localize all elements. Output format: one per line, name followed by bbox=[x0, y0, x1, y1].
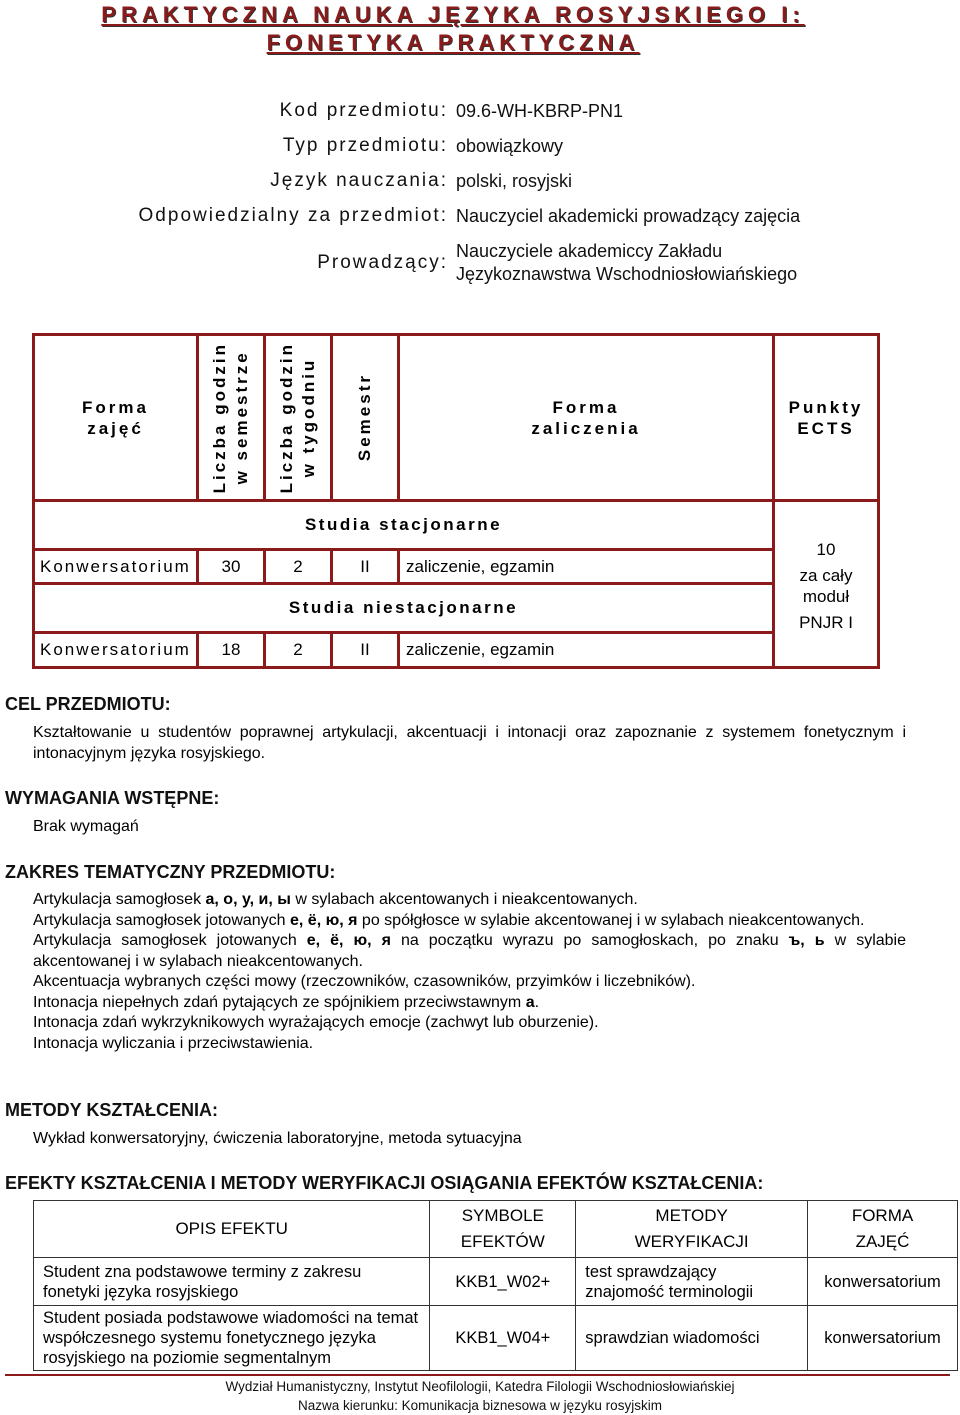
table-row bbox=[34, 1306, 958, 1371]
header-forma-zaliczenia-1: Forma bbox=[552, 397, 620, 417]
row-niestac-form: Konwersatorium bbox=[40, 640, 191, 659]
studia-stacjonarne-label: Studia stacjonarne bbox=[304, 515, 503, 534]
zakres-item-2: Artykulacja samogłosek jotowanych е, ё, ю, я po spółgłosce w sylabie akcentowanej i w sylabach nieakcentowanych. bbox=[33, 911, 865, 929]
zakres-item-3: Artykulacja samogłosek jotowanych е, ё, ю, я na początku wyrazu po samogłoskach, po znaku ъ, ь w sylabie akcentowanej i w sylabach nieakcentowanych. bbox=[33, 932, 907, 970]
effects-table bbox=[33, 1200, 958, 1371]
header-semester-text: Semestr bbox=[355, 373, 374, 462]
row-niestac-hours-sem: 18 bbox=[221, 640, 241, 659]
header-hours-week bbox=[266, 336, 330, 499]
lecturers-value-1: Nauczyciele akademiccy Zakładu bbox=[456, 241, 723, 261]
lecturers-label: Prowadzący: bbox=[317, 252, 448, 273]
header-forma-zajec-1: Forma bbox=[82, 397, 149, 417]
metody-heading: METODY KSZTAŁCENIA: bbox=[5, 1100, 219, 1120]
zakres-item-4: Akcentuacja wybranych części mowy (rzeczowników, czasowników, przyimków i liczebników). bbox=[33, 973, 696, 990]
metody-text: Wykład konwersatoryjny, ćwiczenia laboratoryjne, metoda sytuacyjna bbox=[33, 1130, 522, 1147]
effects-header-row bbox=[34, 1201, 958, 1258]
zakres-list bbox=[33, 890, 906, 1054]
effects-header-opis: OPIS EFEKTU bbox=[34, 1201, 430, 1258]
effect-form: konwersatorium bbox=[808, 1258, 958, 1306]
type-value: obowiązkowy bbox=[456, 136, 564, 156]
zakres-heading: ZAKRES TEMATYCZNY PRZEDMIOTU: bbox=[5, 862, 336, 882]
cel-text: Kształtowanie u studentów poprawnej artykulacji, akcentuacji i intonacji oraz zapoznanie z systemem fonetycznym i intonacyjnym języka rosyjskiego. bbox=[33, 724, 906, 762]
responsible-value: Nauczyciel akademicki prowadzący zajęcia bbox=[456, 206, 801, 226]
ct-border-h1 bbox=[32, 548, 775, 551]
header-hours-week-text bbox=[276, 342, 320, 493]
effect-description: Student posiada podstawowe wiadomości na temat współczesnego systemu fonetycznego języka rosyjskiego na poziomie segmentalnym bbox=[34, 1306, 430, 1371]
row-stac-hours-week: 2 bbox=[293, 557, 303, 576]
language-value: polski, rosyjski bbox=[456, 171, 573, 191]
studia-niestacjonarne-label: Studia niestacjonarne bbox=[288, 598, 519, 617]
effect-symbol: KKB1_W02+ bbox=[430, 1258, 576, 1306]
ects-line-4: PNJR I bbox=[799, 612, 853, 632]
effect-form: konwersatorium bbox=[808, 1306, 958, 1371]
table-row bbox=[34, 1258, 958, 1306]
effects-header-metody: METODY WERYFIKACJI bbox=[576, 1201, 808, 1258]
ct-border-h2 bbox=[32, 582, 775, 585]
ct-row1-v4 bbox=[397, 548, 400, 585]
header-ects-1: Punkty bbox=[788, 397, 864, 417]
header-forma-zajec bbox=[35, 336, 196, 499]
effect-method: sprawdzian wiadomości bbox=[576, 1306, 808, 1371]
header-hours-semester-text bbox=[209, 342, 253, 493]
footer-line-1: Wydział Humanistyczny, Instytut Neofilologii, Katedra Filologii Wschodniosłowiańskiej bbox=[225, 1379, 735, 1394]
header-ects-2: ECTS bbox=[797, 418, 855, 438]
ects-line-2: za cały bbox=[799, 565, 853, 585]
effects-header-symbole: SYMBOLE EFEKTÓW bbox=[430, 1201, 576, 1258]
efekty-heading: EFEKTY KSZTAŁCENIA I METODY WERYFIKACJI OSIĄGANIA EFEKTÓW KSZTAŁCENIA: bbox=[5, 1173, 764, 1193]
cel-heading: CEL PRZEDMIOTU: bbox=[5, 694, 171, 714]
effect-symbol: KKB1_W04+ bbox=[430, 1306, 576, 1371]
responsible-label: Odpowiedzialny za przedmiot: bbox=[138, 205, 448, 226]
ct-border-h3 bbox=[32, 631, 775, 634]
header-hours-week-1: Liczba godzin bbox=[277, 341, 296, 494]
footer-line-2: Nazwa kierunku: Komunikacja biznesowa w języku rosyjskim bbox=[298, 1398, 662, 1413]
wymagania-heading: WYMAGANIA WSTĘPNE: bbox=[5, 788, 220, 808]
ects-line-3: moduł bbox=[802, 586, 850, 606]
ct-border-bottom bbox=[32, 666, 880, 669]
ct-border-right bbox=[877, 333, 880, 669]
row-stac-assessment: zaliczenie, egzamin bbox=[406, 557, 555, 576]
row-stac-form: Konwersatorium bbox=[40, 557, 191, 576]
footer-divider bbox=[5, 1374, 950, 1376]
wymagania-text: Brak wymagań bbox=[33, 818, 139, 835]
header-forma-zajec-2: zajęć bbox=[87, 418, 144, 438]
ct-border-header-bottom bbox=[32, 499, 880, 502]
zakres-item-6: Intonacja zdań wykrzyknikowych wyrażających emocje (zachwyt lub oburzenie). bbox=[33, 1014, 599, 1031]
zakres-item-1: Artykulacja samogłosek а, о, у, и, ы w sylabach akcentowanych i nieakcentowanych. bbox=[33, 891, 638, 908]
header-hours-week-2: w tygodniu bbox=[299, 357, 318, 478]
lecturers-value-2: Językoznawstwa Wschodniosłowiańskiego bbox=[456, 264, 798, 284]
header-forma-zaliczenia bbox=[400, 336, 772, 499]
ct-row2-v4 bbox=[397, 631, 400, 669]
language-label: Język nauczania: bbox=[270, 170, 448, 191]
effect-description: Student zna podstawowe terminy z zakresu fonetyki języka rosyjskiego bbox=[34, 1258, 430, 1306]
effect-method: test sprawdzający znajomość terminologii bbox=[576, 1258, 808, 1306]
header-hours-semester bbox=[199, 336, 263, 499]
header-hours-semester-2: w semestrze bbox=[232, 350, 251, 485]
zakres-item-7: Intonacja wyliczania i przeciwstawienia. bbox=[33, 1034, 314, 1052]
zakres-item-5: Intonacja niepełnych zdań pytających ze spójnikiem przeciwstawnym а. bbox=[33, 993, 540, 1011]
row-stac-hours-sem: 30 bbox=[221, 557, 241, 576]
row-niestac-semester: II bbox=[360, 640, 370, 659]
header-ects bbox=[775, 336, 877, 499]
code-value: 09.6-WH-KBRP-PN1 bbox=[456, 101, 624, 121]
type-label: Typ przedmiotu: bbox=[282, 135, 448, 156]
row-niestac-hours-week: 2 bbox=[293, 640, 303, 659]
ects-points: 10 bbox=[816, 540, 836, 559]
row-niestac-assessment: zaliczenie, egzamin bbox=[406, 640, 555, 659]
title-line-2: FONETYKA PRAKTYCZNA bbox=[266, 30, 640, 55]
header-forma-zaliczenia-2: zaliczenia bbox=[531, 418, 641, 438]
header-hours-semester-1: Liczba godzin bbox=[210, 341, 229, 494]
ects-cell bbox=[775, 538, 877, 634]
effects-header-forma: FORMA ZAJĘĆ bbox=[808, 1201, 958, 1258]
code-label: Kod przedmiotu: bbox=[279, 100, 448, 121]
header-semester bbox=[333, 336, 397, 499]
title-line-1: PRAKTYCZNA NAUKA JĘZYKA ROSYJSKIEGO I: bbox=[101, 2, 805, 27]
row-stac-semester: II bbox=[360, 557, 370, 576]
